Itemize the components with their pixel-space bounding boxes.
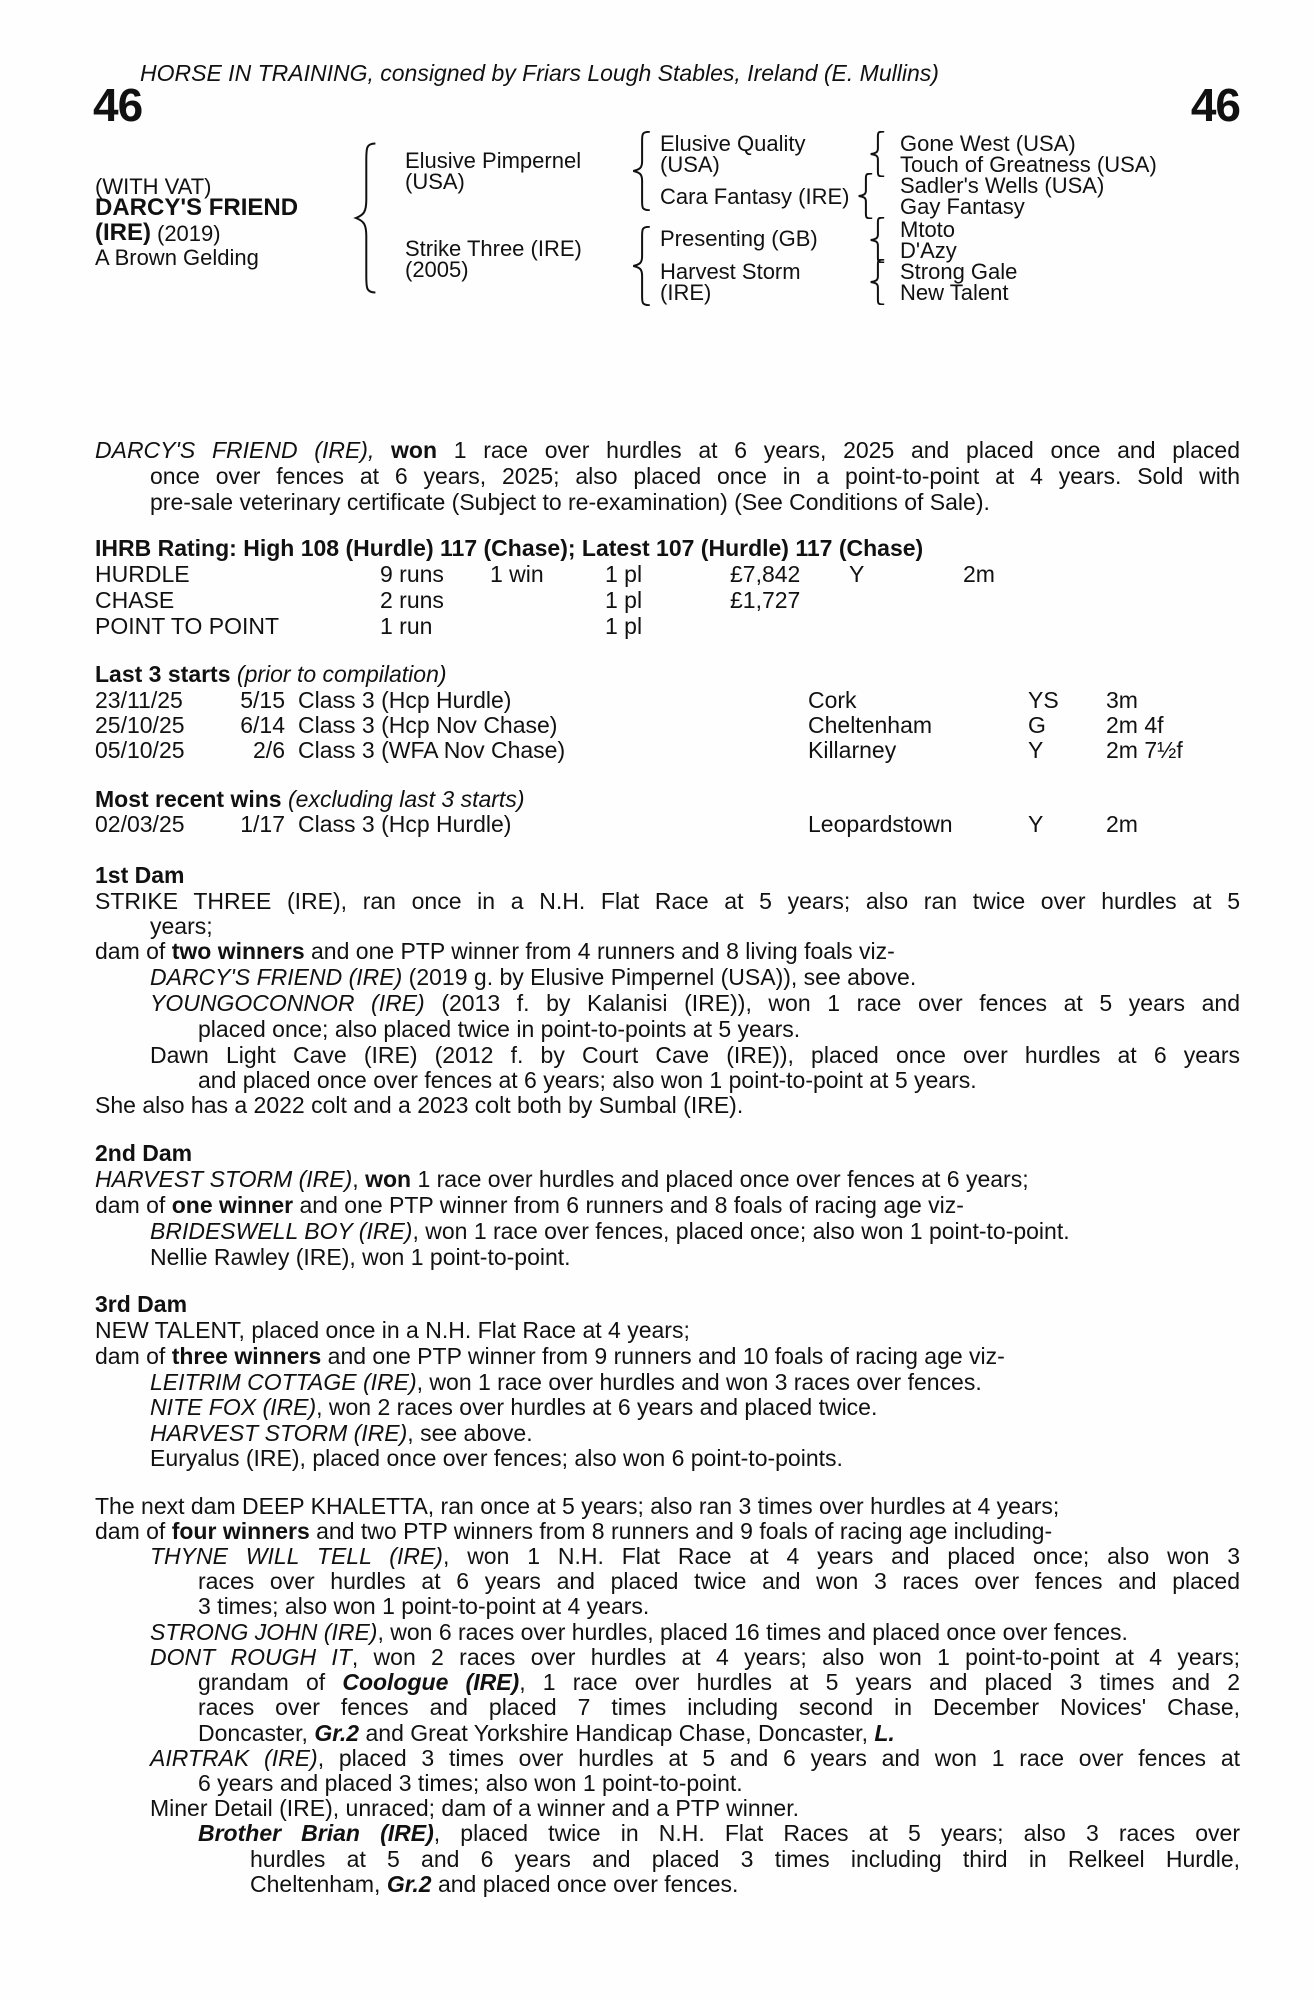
text-segment: HARVEST STORM (IRE) bbox=[150, 1420, 408, 1446]
text-segment: dam of bbox=[95, 1518, 172, 1544]
table-cell: 1 win bbox=[490, 561, 544, 587]
table-cell: Cheltenham bbox=[808, 712, 933, 738]
table-cell: 2 runs bbox=[380, 587, 444, 613]
dam-name: Strike Three (IRE) bbox=[405, 236, 582, 261]
text-segment: dam of bbox=[95, 1192, 172, 1218]
text-line bbox=[95, 888, 1240, 914]
text-line bbox=[95, 1192, 1240, 1218]
pedigree-brace-dam bbox=[630, 226, 652, 306]
text-line bbox=[150, 913, 1240, 939]
text-segment: STRONG JOHN (IRE) bbox=[150, 1619, 378, 1645]
table-cell: £1,727 bbox=[730, 587, 801, 613]
text-segment: Doncaster, bbox=[198, 1720, 315, 1746]
text-line bbox=[150, 1244, 1240, 1270]
table-cell: POINT TO POINT bbox=[95, 613, 280, 639]
text-segment: 3rd Dam bbox=[95, 1291, 188, 1317]
text-line bbox=[198, 1720, 1240, 1746]
text-segment: , won 1 race over hurdles and won 3 races over fences. bbox=[416, 1369, 982, 1395]
table-cell: 3m bbox=[1106, 687, 1138, 713]
text-segment: HARVEST STORM (IRE) bbox=[95, 1166, 353, 1192]
pedigree-brace-g3-2 bbox=[856, 173, 874, 219]
text-segment: races over hurdles at 6 years and placed twice and won 3 races over fences and placed bbox=[198, 1568, 1240, 1594]
text-segment: Last 3 starts bbox=[95, 661, 231, 687]
sire-name: Elusive Pimpernel bbox=[405, 148, 582, 173]
dam-year: (2005) bbox=[405, 257, 469, 282]
text-line bbox=[150, 463, 1240, 489]
text-line bbox=[95, 661, 1240, 687]
text-segment: , won 6 races over hurdles, placed 16 times and placed once over fences. bbox=[377, 1619, 1128, 1645]
text-line bbox=[150, 1795, 1240, 1821]
text-line bbox=[198, 1770, 1240, 1796]
text-line bbox=[95, 1291, 1240, 1317]
text-line bbox=[198, 1694, 1240, 1720]
text-segment: She also has a 2022 colt and a 2023 colt both by Sumbal (IRE). bbox=[95, 1092, 744, 1118]
table-cell: £7,842 bbox=[730, 561, 801, 587]
text-line bbox=[95, 862, 1240, 888]
text-line bbox=[95, 1166, 1240, 1192]
text-segment: , won 2 races over hurdles at 6 years and placed twice. bbox=[316, 1394, 878, 1420]
text-segment: once over fences at 6 years, 2025; also placed once in a point-to-point at 4 years. Sold with bbox=[150, 463, 1240, 489]
text-segment: 1 race over hurdles and placed once over fences at 6 years; bbox=[411, 1166, 1029, 1192]
text-line bbox=[95, 938, 1240, 964]
g3-3: Sadler's Wells (USA) bbox=[900, 173, 1105, 198]
text-segment: Miner Detail (IRE), unraced; dam of a winner and a PTP winner. bbox=[150, 1795, 799, 1821]
table-cell: 05/10/25 bbox=[95, 737, 185, 763]
table-cell: Class 3 (WFA Nov Chase) bbox=[298, 737, 566, 763]
text-line bbox=[198, 1016, 1240, 1042]
text-line bbox=[95, 1092, 1240, 1118]
g3-7: Strong Gale bbox=[900, 259, 1018, 284]
table-cell: 1 pl bbox=[605, 561, 643, 587]
text-segment: and one PTP winner from 4 runners and 8 living foals viz- bbox=[304, 938, 895, 964]
text-segment: Euryalus (IRE), placed once over fences; also won 6 point-to-points. bbox=[150, 1445, 843, 1471]
table-cell: 9 runs bbox=[380, 561, 444, 587]
table-cell: Leopardstown bbox=[808, 811, 953, 837]
text-segment: one winner bbox=[171, 1192, 294, 1218]
text-segment: , 1 race over hurdles at 5 years and placed 3 times and 2 bbox=[519, 1669, 1240, 1695]
horse-year: (2019) bbox=[157, 221, 221, 246]
text-segment: placed once; also placed twice in point-to-points at 5 years. bbox=[198, 1016, 801, 1042]
text-segment: NEW TALENT, placed once in a N.H. Flat Race at 4 years; bbox=[95, 1317, 690, 1343]
text-segment: (2019 g. by Elusive Pimpernel (USA)), see above. bbox=[402, 964, 917, 990]
text-segment: , won 2 races over hurdles at 4 years; also won 1 point-to-point at 4 years; bbox=[351, 1644, 1240, 1670]
table-cell: G bbox=[1028, 712, 1046, 738]
table-cell: 1 run bbox=[380, 613, 433, 639]
text-segment: Coologue (IRE) bbox=[342, 1669, 520, 1695]
text-line bbox=[150, 1394, 1240, 1420]
table-cell: 2/6 bbox=[253, 737, 285, 763]
text-segment: BRIDESWELL BOY (IRE) bbox=[150, 1218, 413, 1244]
horse-name: DARCY'S FRIEND bbox=[95, 194, 299, 221]
text-segment: , bbox=[352, 1166, 366, 1192]
text-line bbox=[198, 1820, 1240, 1846]
text-segment: two winners bbox=[171, 938, 305, 964]
text-segment: STRIKE THREE (IRE), ran once in a N.H. Flat Race at 5 years; also ran twice over hurdles at 5 bbox=[95, 888, 1240, 914]
table-cell: Killarney bbox=[808, 737, 897, 763]
table-cell: Class 3 (Hcp Nov Chase) bbox=[298, 712, 558, 738]
pedigree-brace-g3-4 bbox=[868, 259, 886, 305]
text-segment: and placed once over fences at 6 years; also won 1 point-to-point at 5 years. bbox=[198, 1067, 977, 1093]
text-segment: Most recent wins bbox=[95, 786, 282, 812]
text-line bbox=[150, 1420, 1240, 1446]
text-segment: IHRB Rating: High 108 (Hurdle) 117 (Chase); Latest 107 (Hurdle) 117 (Chase) bbox=[95, 535, 924, 561]
text-line bbox=[95, 1140, 1240, 1166]
text-line bbox=[250, 1871, 1240, 1897]
table-cell: 1 pl bbox=[605, 587, 643, 613]
text-line bbox=[150, 1644, 1240, 1670]
horse-sex: A Brown Gelding bbox=[95, 245, 259, 270]
text-segment: 3 times; also won 1 point-to-point at 4 years. bbox=[198, 1593, 650, 1619]
text-segment: dam of bbox=[95, 1343, 172, 1369]
text-segment: won bbox=[365, 1166, 412, 1192]
text-segment: , see above. bbox=[407, 1420, 533, 1446]
pedigree-brace-sire bbox=[630, 131, 652, 211]
text-line bbox=[250, 1846, 1240, 1872]
table-cell: 6/14 bbox=[240, 712, 285, 738]
g3-2: Touch of Greatness (USA) bbox=[900, 152, 1157, 177]
text-line bbox=[198, 1568, 1240, 1594]
table-cell: CHASE bbox=[95, 587, 175, 613]
table-cell: Y bbox=[1028, 737, 1044, 763]
text-segment: YOUNGOCONNOR (IRE) bbox=[150, 990, 425, 1016]
g2-dam-sire: Presenting (GB) bbox=[660, 226, 818, 251]
table-cell: 5/15 bbox=[240, 687, 285, 713]
table-cell: 25/10/25 bbox=[95, 712, 185, 738]
text-segment: 1 race over hurdles at 6 years, 2025 and placed once and placed bbox=[437, 437, 1240, 463]
text-line bbox=[198, 1669, 1240, 1695]
text-segment: races over fences and placed 7 times including second in December Novices' Chase, bbox=[198, 1694, 1240, 1720]
text-line bbox=[150, 1543, 1240, 1569]
g2-sire-dam: Cara Fantasy (IRE) bbox=[660, 184, 850, 209]
g3-4: Gay Fantasy bbox=[900, 194, 1025, 219]
pedigree-brace-g3-1 bbox=[868, 131, 886, 177]
table-cell: 02/03/25 bbox=[95, 811, 185, 837]
pedigree-brace-main bbox=[352, 142, 378, 294]
text-segment: , won 1 N.H. Flat Race at 4 years and placed once; also won 3 bbox=[442, 1543, 1240, 1569]
text-segment: Gr.2 bbox=[314, 1720, 360, 1746]
g3-5: Mtoto bbox=[900, 217, 956, 242]
table-cell: HURDLE bbox=[95, 561, 190, 587]
text-line bbox=[150, 1445, 1240, 1471]
table-cell: Cork bbox=[808, 687, 857, 713]
horse-suffix: (IRE) bbox=[95, 219, 151, 246]
text-segment: years; bbox=[150, 913, 213, 939]
text-line bbox=[150, 964, 1240, 990]
text-segment: Cheltenham, bbox=[250, 1871, 387, 1897]
text-segment: L. bbox=[874, 1720, 895, 1746]
g2-dam-dam: Harvest Storm bbox=[660, 259, 801, 284]
consignor-title: HORSE IN TRAINING, consigned by Friars Lough Stables, Ireland (E. Mullins) bbox=[140, 60, 939, 86]
text-line bbox=[95, 1317, 1240, 1343]
text-line bbox=[150, 1042, 1240, 1068]
text-line bbox=[95, 535, 1240, 561]
text-segment: Brother Brian (IRE) bbox=[198, 1820, 434, 1846]
text-segment: 6 years and placed 3 times; also won 1 point-to-point. bbox=[198, 1770, 743, 1796]
text-segment: 1st Dam bbox=[95, 862, 185, 888]
text-line bbox=[150, 1619, 1240, 1645]
text-segment: DARCY'S FRIEND (IRE) bbox=[150, 964, 403, 990]
text-segment: DONT ROUGH IT bbox=[150, 1644, 352, 1670]
table-cell: Class 3 (Hcp Hurdle) bbox=[298, 687, 512, 713]
text-line bbox=[150, 1218, 1240, 1244]
text-segment: AIRTRAK (IRE) bbox=[150, 1745, 318, 1771]
table-cell: 2m 7½f bbox=[1106, 737, 1183, 763]
text-segment: DARCY'S FRIEND (IRE), bbox=[95, 437, 392, 463]
table-cell: 2m bbox=[1106, 811, 1138, 837]
g3-8: New Talent bbox=[900, 280, 1009, 305]
text-segment: Nellie Rawley (IRE), won 1 point-to-point. bbox=[150, 1244, 571, 1270]
text-line bbox=[95, 1518, 1240, 1544]
text-segment: hurdles at 5 and 6 years and placed 3 times including third in Relkeel Hurdle, bbox=[250, 1846, 1240, 1872]
text-line bbox=[150, 1745, 1240, 1771]
text-segment: and Great Yorkshire Handicap Chase, Doncaster, bbox=[359, 1720, 875, 1746]
table-cell: Class 3 (Hcp Hurdle) bbox=[298, 811, 512, 837]
table-cell: 23/11/25 bbox=[95, 687, 183, 713]
table-cell: Y bbox=[849, 561, 865, 587]
text-line bbox=[150, 1369, 1240, 1395]
text-line bbox=[150, 489, 1240, 515]
text-segment: THYNE WILL TELL (IRE) bbox=[150, 1543, 443, 1569]
table-cell: Y bbox=[1028, 811, 1044, 837]
text-segment: won bbox=[391, 437, 438, 463]
text-line bbox=[198, 1067, 1240, 1093]
text-segment: and one PTP winner from 6 runners and 8 foals of racing age viz- bbox=[293, 1192, 964, 1218]
text-line bbox=[95, 1343, 1240, 1369]
text-segment: (prior to compilation) bbox=[230, 661, 447, 687]
g2-dam-dam-suffix: (IRE) bbox=[660, 280, 712, 305]
g3-6: D'Azy bbox=[900, 238, 957, 263]
text-segment: dam of bbox=[95, 938, 172, 964]
vat-note: (WITH VAT) bbox=[95, 174, 212, 199]
text-segment: , placed twice in N.H. Flat Races at 5 years; also 3 races over bbox=[433, 1820, 1240, 1846]
text-segment: and placed once over fences. bbox=[431, 1871, 739, 1897]
text-segment: three winners bbox=[171, 1343, 322, 1369]
g3-1: Gone West (USA) bbox=[900, 131, 1076, 156]
text-segment: pre-sale veterinary certificate (Subject to re-examination) (See Conditions of Sale). bbox=[150, 489, 990, 515]
text-segment: , placed 3 times over hurdles at 5 and 6 years and won 1 race over fences at bbox=[317, 1745, 1240, 1771]
table-cell: 2m bbox=[963, 561, 995, 587]
text-segment: (excluding last 3 starts) bbox=[281, 786, 525, 812]
text-segment: and one PTP winner from 9 runners and 10 foals of racing age viz- bbox=[321, 1343, 1005, 1369]
text-line bbox=[95, 1493, 1240, 1519]
g2-sire-sire-suffix: (USA) bbox=[660, 152, 720, 177]
text-segment: 2nd Dam bbox=[95, 1140, 193, 1166]
table-cell: YS bbox=[1028, 687, 1059, 713]
text-segment: LEITRIM COTTAGE (IRE) bbox=[150, 1369, 417, 1395]
text-segment: grandam of bbox=[198, 1669, 343, 1695]
text-segment: (2013 f. by Kalanisi (IRE)), won 1 race over fences at 5 years and bbox=[424, 990, 1241, 1016]
text-segment: four winners bbox=[171, 1518, 310, 1544]
text-segment: and two PTP winners from 8 runners and 9 foals of racing age including- bbox=[309, 1518, 1053, 1544]
sire-suffix: (USA) bbox=[405, 169, 465, 194]
text-segment: Dawn Light Cave (IRE) (2012 f. by Court Cave (IRE)), placed once over hurdles at 6 years bbox=[150, 1042, 1240, 1068]
text-line bbox=[95, 437, 1240, 463]
lot-number-left: 46 bbox=[93, 79, 143, 131]
table-cell: 1/17 bbox=[240, 811, 285, 837]
pedigree-brace-g3-3 bbox=[868, 217, 886, 263]
table-cell: 1 pl bbox=[605, 613, 643, 639]
text-segment: NITE FOX (IRE) bbox=[150, 1394, 317, 1420]
text-segment: Gr.2 bbox=[386, 1871, 432, 1897]
table-cell: 2m 4f bbox=[1106, 712, 1164, 738]
text-line bbox=[150, 990, 1240, 1016]
lot-number-right: 46 bbox=[1190, 79, 1240, 131]
text-segment: , won 1 race over fences, placed once; also won 1 point-to-point. bbox=[412, 1218, 1070, 1244]
text-segment: The next dam DEEP KHALETTA, ran once at 5 years; also ran 3 times over hurdles at 4 years; bbox=[95, 1493, 1060, 1519]
text-line bbox=[95, 786, 1240, 812]
g2-sire-sire: Elusive Quality bbox=[660, 131, 806, 156]
text-line bbox=[198, 1593, 1240, 1619]
